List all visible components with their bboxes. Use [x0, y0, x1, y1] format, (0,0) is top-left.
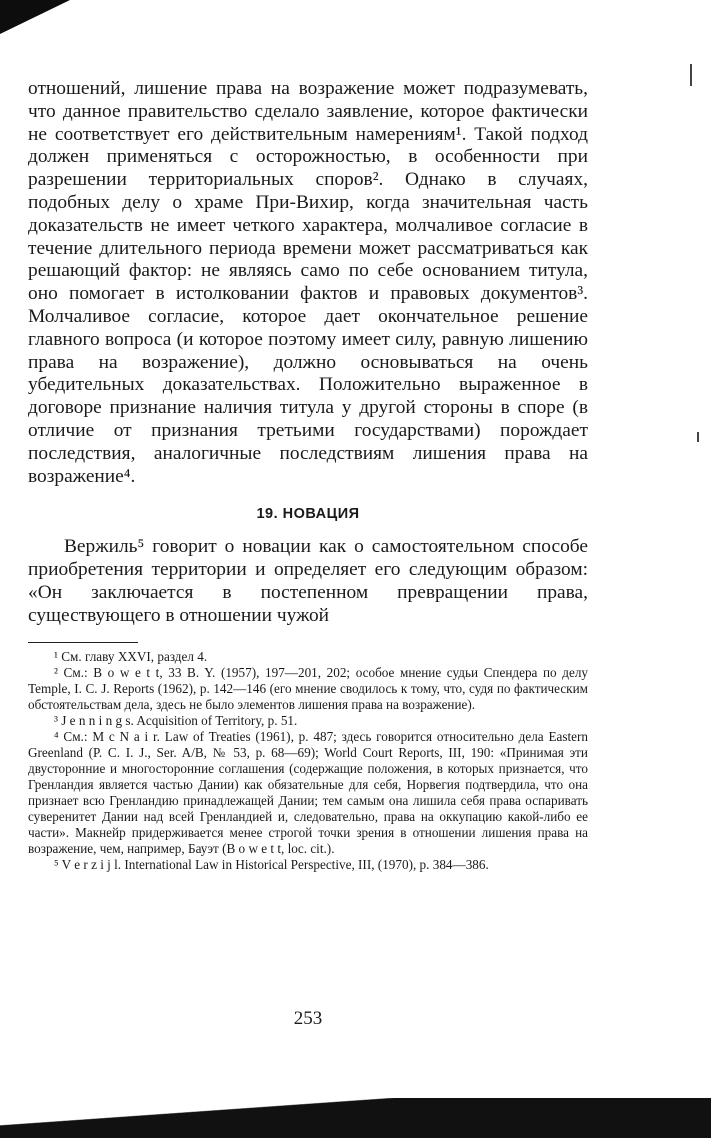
main-text [28, 78, 588, 628]
section-heading: 19. НОВАЦИЯ [256, 506, 360, 523]
footnote-2: ² См.: B o w e t t, 33 B. Y. (1957), 197—201, 202; особое мнение судьи Спендера по делу Temple, I. C. J. Reports (1962), p. 142—146 (его мнение сводилось к тому, что, судя по фактическим обстоятельствам дела, здесь не было элементов лишения права на возражение). [28, 664, 588, 712]
document-page [28, 78, 588, 1029]
scan-mark-right-lower [697, 432, 699, 442]
scan-shadow-top-left [0, 0, 70, 34]
scan-mark-right [690, 64, 692, 86]
paragraph-continuation: отношений, лишение права на возражение может подразумевать, что данное правительство сделало заявление, которое фактически не соответствует его действительным намерениям¹. Такой подход должен применяться с осторожностью, в особенности при разрешении территориальных споров². Однако в случаях, подобных делу о храме При-Вихир, когда значительная часть доказательств не имеет четкого характера, молчаливое согласие в течение длительного периода времени может рассматриваться как решающий фактор: не являясь само по себе основанием титула, оно помогает в истолковании фактов и правовых документов³. Молчаливое согласие, которое дает окончательное решение главного вопроса (и которое поэтому имеет силу, равную лишению права на возражение), должно основываться на очень убедительных доказательствах. Положительно выраженное в договоре признание наличия титула у другой стороны в споре (в отличие от признания третьими государствами) порождает последствия, аналогичные последствиям лишения права на возражение⁴. [28, 78, 588, 487]
footnote-3: ³ J e n n i n g s. Acquisition of Territory, p. 51. [54, 712, 298, 728]
footnote-5: ⁵ V e r z i j l. International Law in Historical Perspective, III, (1970), p. 384—386. [54, 856, 489, 872]
footnote-divider [28, 642, 138, 643]
scan-shadow-bottom [0, 1098, 711, 1138]
footnote-1: ¹ См. главу XXVI, раздел 4. [54, 648, 208, 664]
page-number: 253 [293, 1008, 323, 1029]
footnote-4: ⁴ См.: M c N a i r. Law of Treaties (1961), p. 487; здесь говорится относительно дела Eastern Greenland (P. C. I. J., Ser. A/B, № 53, p. 68—69); World Court Reports, III, 190: «Принимая эти двусторонние и многосторонние соглашения (содержащие положения, в которых признается, что Гренландия является частью Дании) как обязательные для себя, Норвегия подтвердила, что она признает всю Гренландию принадлежащей Дании; тем самым она лишила себя права оспаривать суверенитет Дании над всей Гренландией и, следовательно, права на оккупацию какой-либо ее части». Макнейр придерживается менее строгой точки зрения в отношении лишения права на возражение, чем, например, Бауэт (B o w e t t, loc. cit.). [28, 728, 588, 856]
paragraph-novation: Вержиль⁵ говорит о новации как о самостоятельном способе приобретения территории и определяет его следующим образом: «Он заключается в постепенном превращении права, существующего в отношении чужой [28, 536, 588, 626]
footnotes [28, 649, 588, 873]
